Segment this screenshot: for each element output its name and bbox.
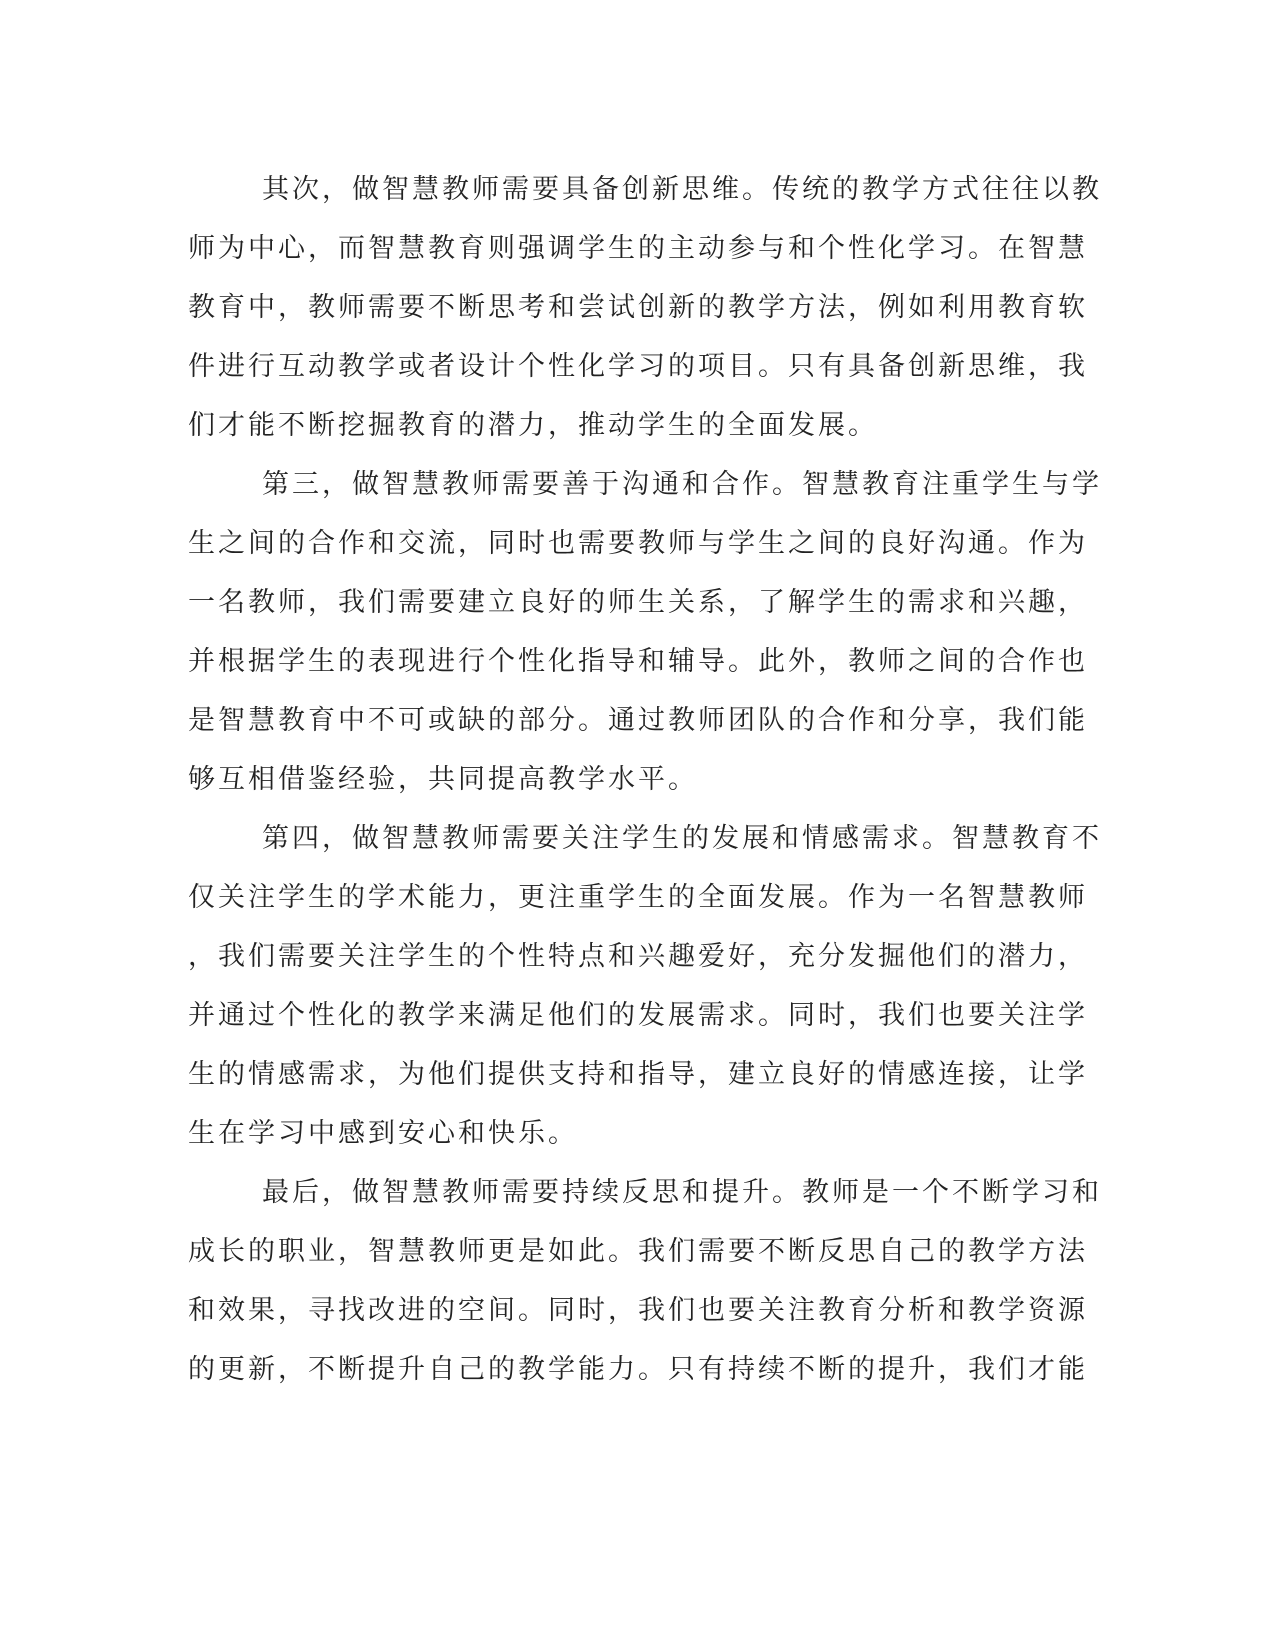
paragraph-3-line-3: ，我们需要关注学生的个性特点和兴趣爱好，充分发掘他们的潜力， bbox=[188, 941, 1088, 972]
paragraph-4-line-2: 成长的职业，智慧教师更是如此。我们需要不断反思自己的教学方法 bbox=[188, 1236, 1088, 1267]
paragraph-2-line-2: 生之间的合作和交流，同时也需要教师与学生之间的良好沟通。作为 bbox=[188, 528, 1088, 559]
paragraph-1-line-1: 其次，做智慧教师需要具备创新思维。传统的教学方式往往以教 bbox=[262, 174, 1102, 205]
paragraph-2-line-3: 一名教师，我们需要建立良好的师生关系，了解学生的需求和兴趣， bbox=[188, 587, 1088, 618]
paragraph-3-line-5: 生的情感需求，为他们提供支持和指导，建立良好的情感连接，让学 bbox=[188, 1059, 1088, 1090]
document-body bbox=[188, 160, 1102, 1399]
paragraph-2-line-5: 是智慧教育中不可或缺的部分。通过教师团队的合作和分享，我们能 bbox=[188, 705, 1088, 736]
paragraph-4-line-3: 和效果，寻找改进的空间。同时，我们也要关注教育分析和教学资源 bbox=[188, 1295, 1088, 1326]
paragraph-1-line-5: 们才能不断挖掘教育的潜力，推动学生的全面发展。 bbox=[188, 410, 878, 441]
paragraph-1-line-3: 教育中，教师需要不断思考和尝试创新的教学方法，例如利用教育软 bbox=[188, 292, 1088, 323]
paragraph-3-line-4: 并通过个性化的教学来满足他们的发展需求。同时，我们也要关注学 bbox=[188, 1000, 1088, 1031]
paragraph-1-line-2: 师为中心，而智慧教育则强调学生的主动参与和个性化学习。在智慧 bbox=[188, 233, 1088, 264]
paragraph-1-line-4: 件进行互动教学或者设计个性化学习的项目。只有具备创新思维，我 bbox=[188, 351, 1088, 382]
paragraph-4-line-4: 的更新，不断提升自己的教学能力。只有持续不断的提升，我们才能 bbox=[188, 1354, 1088, 1385]
paragraph-3-line-6: 生在学习中感到安心和快乐。 bbox=[188, 1118, 578, 1149]
paragraph-4-line-1: 最后，做智慧教师需要持续反思和提升。教师是一个不断学习和 bbox=[262, 1177, 1102, 1208]
paragraph-2-line-4: 并根据学生的表现进行个性化指导和辅导。此外，教师之间的合作也 bbox=[188, 646, 1088, 677]
paragraph-3-line-1: 第四，做智慧教师需要关注学生的发展和情感需求。智慧教育不 bbox=[262, 823, 1102, 854]
paragraph-2-line-6: 够互相借鉴经验，共同提高教学水平。 bbox=[188, 764, 698, 795]
paragraph-2-line-1: 第三，做智慧教师需要善于沟通和合作。智慧教育注重学生与学 bbox=[262, 469, 1102, 500]
paragraph-3-line-2: 仅关注学生的学术能力，更注重学生的全面发展。作为一名智慧教师 bbox=[188, 882, 1088, 913]
